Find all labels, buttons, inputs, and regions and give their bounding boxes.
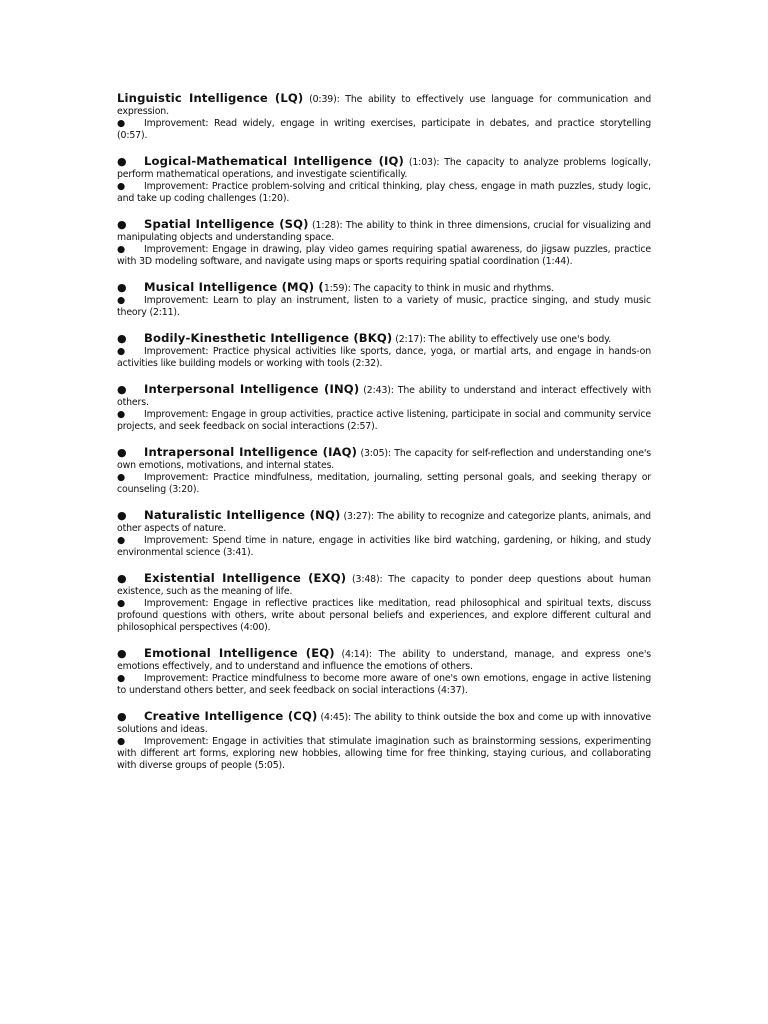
bullet-icon: ●: [117, 736, 126, 747]
entry-improvement-line: [117, 673, 651, 697]
entry-improvement-line: [117, 409, 651, 433]
bullet-icon: ●: [117, 710, 127, 723]
entry-improvement-line: [117, 346, 651, 370]
entry-heading-line: [117, 647, 651, 673]
entry-description: (2:43): The ability to understand and interact effectively with others.: [117, 385, 651, 408]
entry-heading-line: [117, 509, 651, 535]
entry-musical: [117, 281, 651, 319]
entry-heading-line: [117, 155, 651, 181]
bullet-icon: ●: [117, 244, 126, 255]
entry-naturalistic: [117, 509, 651, 559]
bullet-icon: ●: [117, 332, 127, 345]
entry-improvement: Improvement: Practice mindfulness to become more aware of one's own emotions, engage in active listening to understand others better, and seek feedback on social interactions (4:37).: [117, 673, 651, 696]
entry-improvement-line: [117, 535, 651, 559]
entry-improvement: Improvement: Read widely, engage in writing exercises, participate in debates, and practice storytelling (0:57).: [117, 118, 651, 141]
entry-bodily-kinesthetic: [117, 332, 651, 370]
entry-improvement-line: [117, 118, 651, 142]
entry-title: Linguistic Intelligence (LQ): [117, 91, 304, 105]
bullet-icon: ●: [117, 535, 126, 546]
entry-improvement: Improvement: Engage in group activities, practice active listening, participate in social and community service projects, and seek feedback on social interactions (2:57).: [117, 409, 651, 432]
entry-description: (3:05): The capacity for self-reflection and understanding one's own emotions, motivations, and internal states.: [117, 448, 651, 471]
entry-improvement: Improvement: Practice problem-solving and critical thinking, play chess, engage in math puzzles, study logic, and take up coding challenges (1:20).: [117, 181, 651, 204]
entry-improvement: Improvement: Engage in drawing, play video games requiring spatial awareness, do jigsaw puzzles, practice with 3D modeling software, and navigate using maps or sports requiring spatial coordination (1:44).: [117, 244, 651, 267]
entry-title: Existential Intelligence (EXQ): [144, 571, 347, 585]
bullet-icon: ●: [117, 572, 127, 585]
entry-improvement: Improvement: Engage in activities that stimulate imagination such as brainstorming sessions, experimenting with different art forms, exploring new hobbies, allowing time for free thinking, staying curious, and collaborating with diverse groups of people (5:05).: [117, 736, 651, 771]
bullet-icon: ●: [117, 509, 127, 522]
entry-heading-line: [117, 446, 651, 472]
bullet-icon: ●: [117, 218, 127, 231]
entry-title: Spatial Intelligence (SQ): [144, 217, 309, 231]
entry-title: Musical Intelligence (MQ) (: [144, 280, 324, 294]
entry-existential: [117, 572, 651, 634]
entry-description: (1:28): The ability to think in three dimensions, crucial for visualizing and manipulating objects and understanding space.: [117, 220, 651, 243]
entry-title: Bodily-Kinesthetic Intelligence (BKQ): [144, 331, 393, 345]
bullet-icon: ●: [117, 673, 126, 684]
entry-heading-line: [117, 218, 651, 244]
entry-title: Logical-Mathematical Intelligence (IQ): [144, 154, 404, 168]
entry-heading-line: [117, 383, 651, 409]
entry-linguistic: [117, 92, 651, 142]
entry-improvement-line: [117, 472, 651, 496]
entry-heading-line: [117, 281, 651, 295]
entry-spatial: [117, 218, 651, 268]
entry-improvement-line: [117, 598, 651, 634]
bullet-icon: ●: [117, 409, 126, 420]
bullet-icon: ●: [117, 346, 126, 357]
entry-improvement: Improvement: Practice physical activities like sports, dance, yoga, or martial arts, and engage in hands-on activities like building models or working with tools (2:32).: [117, 346, 651, 369]
entry-improvement: Improvement: Practice mindfulness, meditation, journaling, setting personal goals, and seeking therapy or counseling (3:20).: [117, 472, 651, 495]
entry-improvement-line: [117, 244, 651, 268]
bullet-icon: ●: [117, 118, 126, 129]
bullet-icon: ●: [117, 598, 126, 609]
bullet-icon: ●: [117, 295, 126, 306]
entry-heading-line: [117, 92, 651, 118]
bullet-icon: ●: [117, 472, 126, 483]
entry-improvement: Improvement: Spend time in nature, engage in activities like bird watching, gardening, or hiking, and study environmental science (3:41).: [117, 535, 651, 558]
entry-description: 1:59): The capacity to think in music and rhythms.: [323, 283, 554, 294]
document-page: [117, 92, 651, 785]
bullet-icon: ●: [117, 383, 127, 396]
bullet-icon: ●: [117, 647, 127, 660]
entry-description: (3:27): The ability to recognize and categorize plants, animals, and other aspects of nature.: [117, 511, 651, 534]
entry-title: Interpersonal Intelligence (INQ): [144, 382, 360, 396]
entry-improvement-line: [117, 295, 651, 319]
entry-creative: [117, 710, 651, 772]
entry-description: (4:45): The ability to think outside the box and come up with innovative solutions and ideas.: [117, 712, 651, 735]
entry-logical-mathematical: [117, 155, 651, 205]
entry-improvement-line: [117, 181, 651, 205]
entry-description: (4:14): The ability to understand, manage, and express one's emotions effectively, and to understand and influence the emotions of others.: [117, 649, 651, 672]
entry-title: Emotional Intelligence (EQ): [144, 646, 335, 660]
entry-improvement: Improvement: Engage in reflective practices like meditation, read philosophical and spiritual texts, discuss profound questions with others, write about personal beliefs and experiences, and explore different cultural and philosophical perspectives (4:00).: [117, 598, 651, 633]
entry-description: (1:03): The capacity to analyze problems logically, perform mathematical operations, and investigate scientifically.: [117, 157, 651, 180]
entry-heading-line: [117, 572, 651, 598]
entry-emotional: [117, 647, 651, 697]
entry-improvement: Improvement: Learn to play an instrument, listen to a variety of music, practice singing, and study music theory (2:11).: [117, 295, 651, 318]
bullet-icon: ●: [117, 281, 127, 294]
entry-description: (0:39): The ability to effectively use language for communication and expression.: [117, 94, 652, 117]
bullet-icon: ●: [117, 155, 127, 168]
entry-heading-line: [117, 332, 651, 346]
entry-heading-line: [117, 710, 651, 736]
entry-description: (3:48): The capacity to ponder deep questions about human existence, such as the meaning of life.: [117, 574, 651, 597]
entry-interpersonal: [117, 383, 651, 433]
entry-title: Naturalistic Intelligence (NQ): [144, 508, 341, 522]
entry-description: (2:17): The ability to effectively use one's body.: [395, 334, 612, 345]
entry-title: Creative Intelligence (CQ): [144, 709, 318, 723]
entry-improvement-line: [117, 736, 651, 772]
entry-intrapersonal: [117, 446, 651, 496]
entry-title: Intrapersonal Intelligence (IAQ): [144, 445, 358, 459]
bullet-icon: ●: [117, 446, 127, 459]
bullet-icon: ●: [117, 181, 126, 192]
